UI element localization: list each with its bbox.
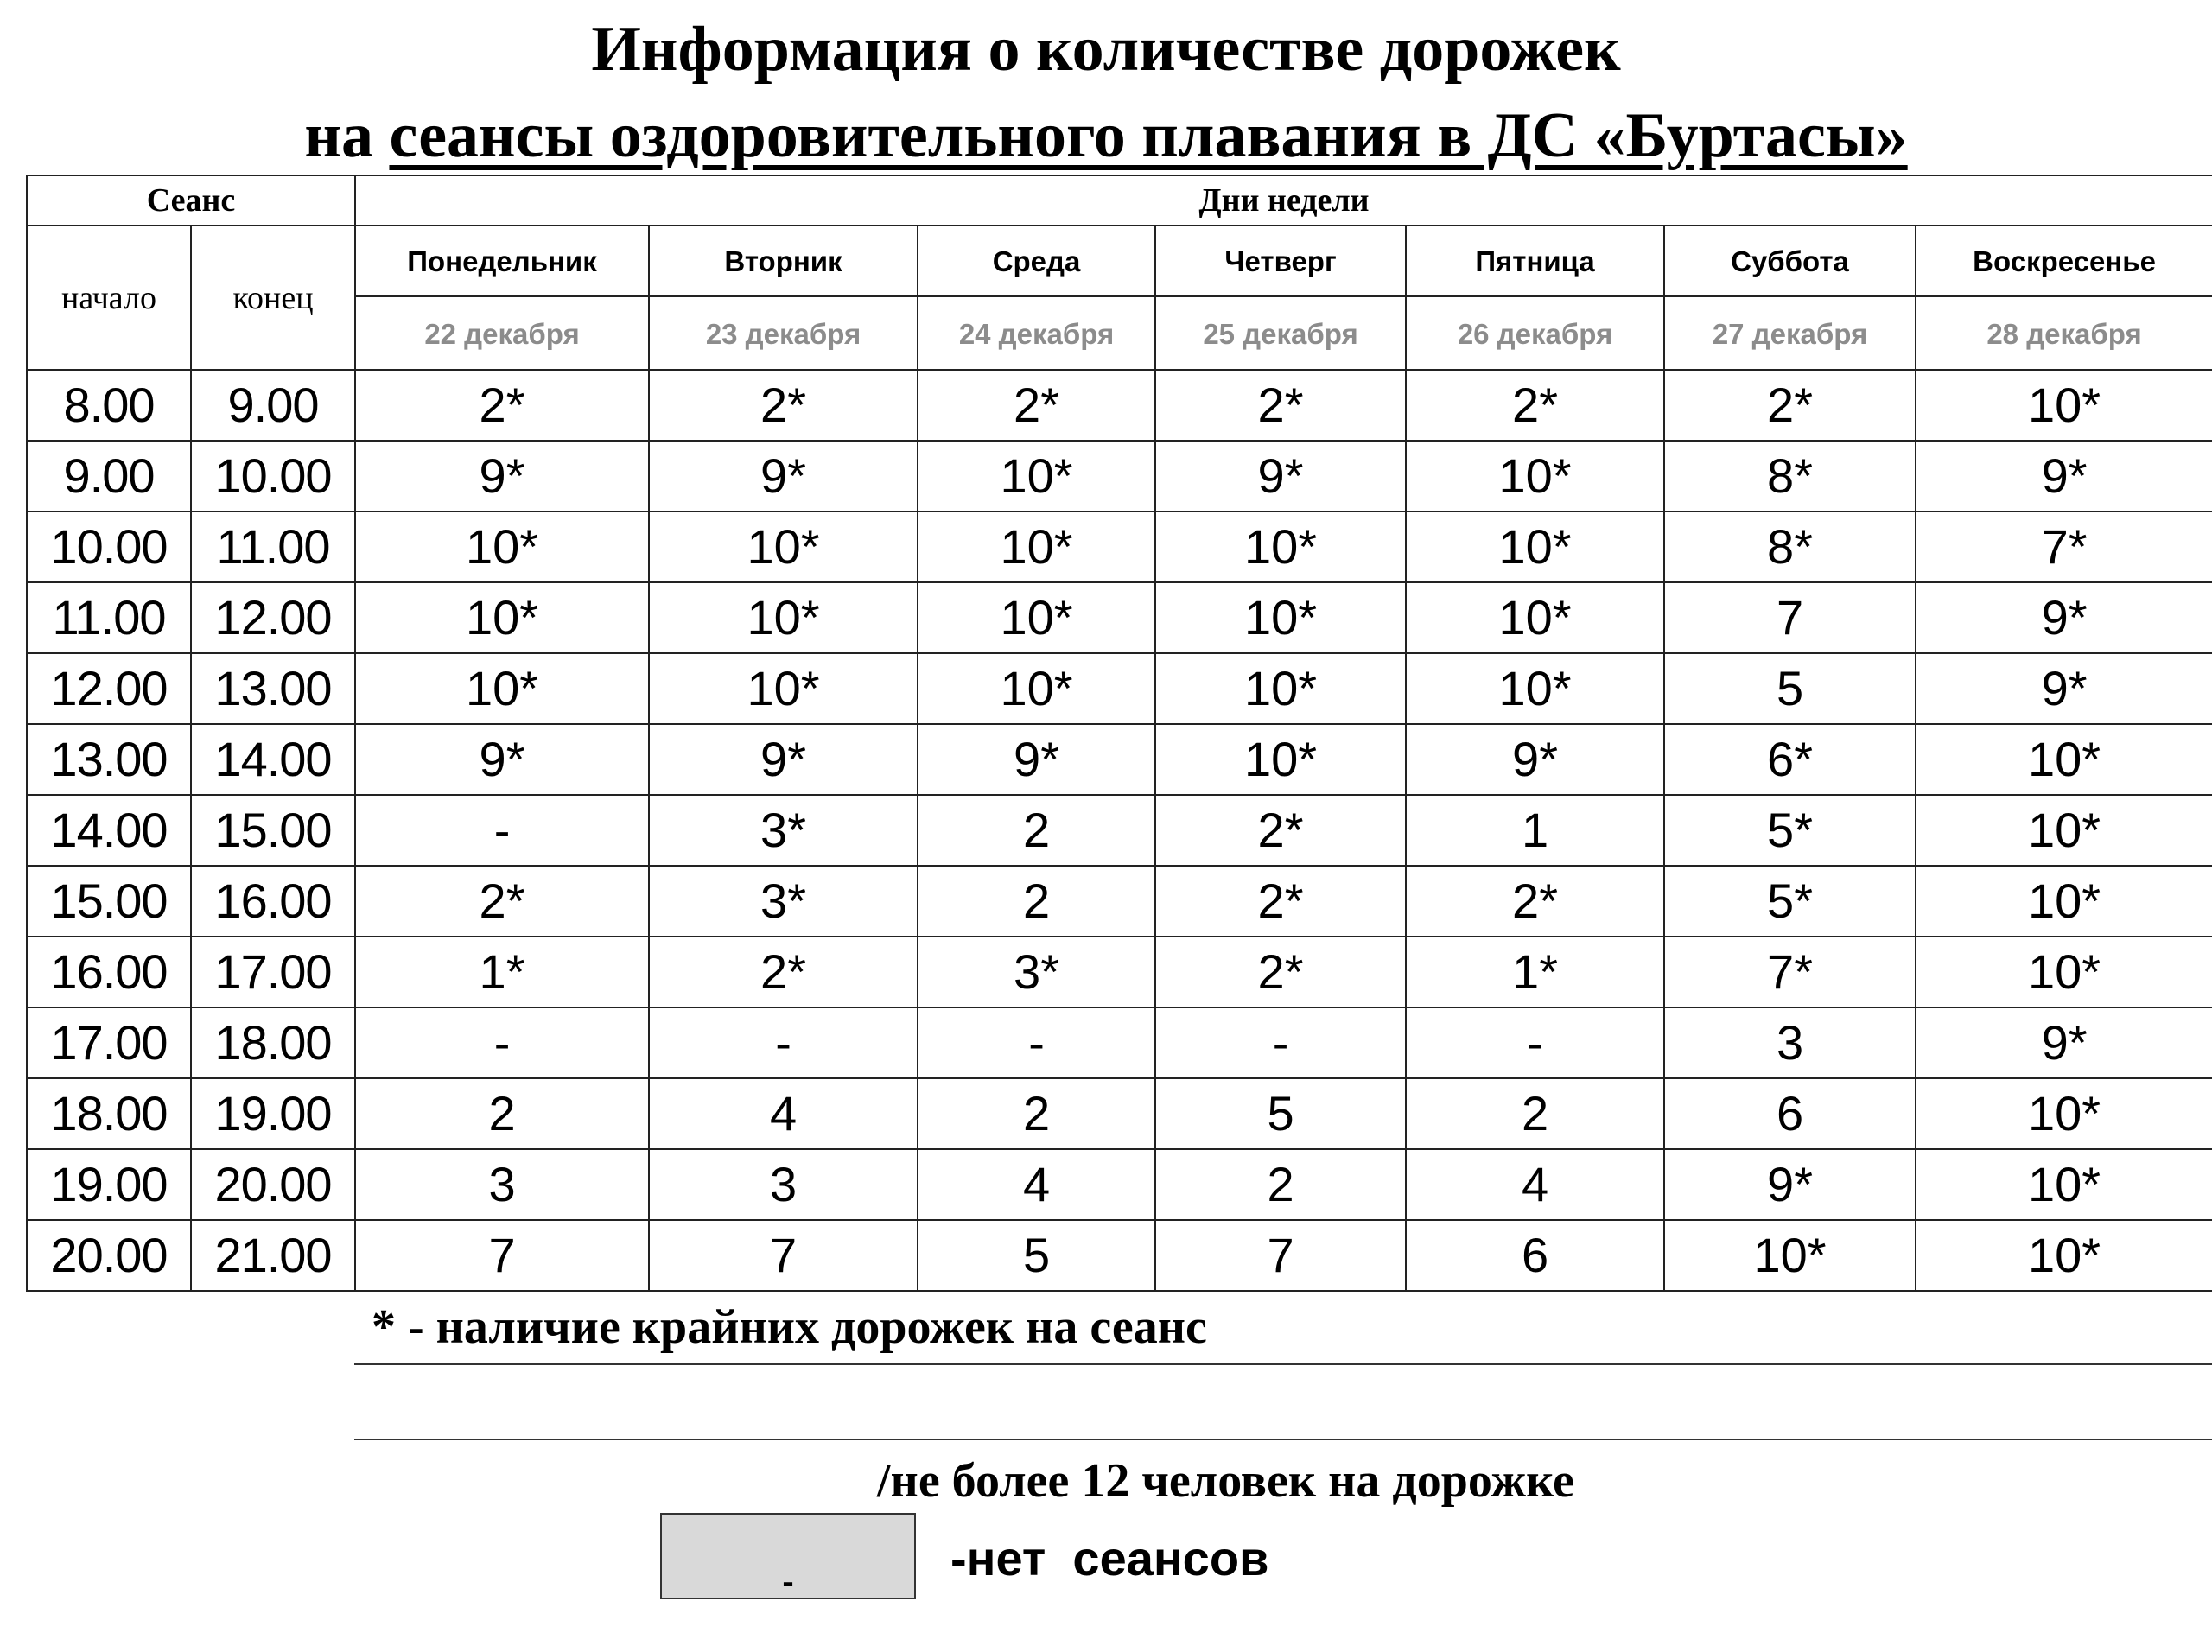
lane-count-sunday: 10*: [1916, 370, 2212, 441]
date-thursday: 25 декабря: [1155, 296, 1406, 370]
lane-count-sunday: 10*: [1916, 937, 2212, 1007]
lane-count-friday: -: [1406, 1007, 1664, 1078]
lane-count-friday: 9*: [1406, 724, 1664, 795]
lane-count-sunday: 10*: [1916, 1220, 2212, 1291]
lane-count-saturday: 8*: [1664, 511, 1916, 582]
page-title-line-2: [0, 100, 2212, 171]
swatch-dash-mark: -: [782, 1563, 794, 1601]
lane-count-sunday: 10*: [1916, 795, 2212, 866]
session-end-time: 9.00: [191, 370, 355, 441]
legend-edge-lanes-note: * - наличие крайних дорожек на сеанс: [372, 1300, 1207, 1354]
lane-count-saturday: 6: [1664, 1078, 1916, 1149]
lane-count-saturday: 10*: [1664, 1220, 1916, 1291]
lane-count-thursday: 2*: [1155, 937, 1406, 1007]
table-row: [27, 1078, 2212, 1149]
table-row: [27, 724, 2212, 795]
lane-count-friday: 10*: [1406, 653, 1664, 724]
legend-divider-1: [354, 1363, 2212, 1365]
session-end-time: 18.00: [191, 1007, 355, 1078]
header-row-day-names: [27, 226, 2212, 296]
date-sunday: 28 декабря: [1916, 296, 2212, 370]
lane-count-sunday: 9*: [1916, 1007, 2212, 1078]
lane-count-wednesday: 10*: [918, 511, 1155, 582]
lane-count-thursday: 10*: [1155, 653, 1406, 724]
lane-count-monday: 2*: [355, 866, 649, 937]
session-start-time: 17.00: [27, 1007, 191, 1078]
lane-count-tuesday: 9*: [649, 724, 918, 795]
session-end-time: 10.00: [191, 441, 355, 511]
lane-count-thursday: 10*: [1155, 511, 1406, 582]
date-saturday: 27 декабря: [1664, 296, 1916, 370]
lane-count-saturday: 5: [1664, 653, 1916, 724]
lane-count-tuesday: 9*: [649, 441, 918, 511]
table-row: [27, 937, 2212, 1007]
lane-count-tuesday: 10*: [649, 653, 918, 724]
date-monday: 22 декабря: [355, 296, 649, 370]
lane-count-thursday: -: [1155, 1007, 1406, 1078]
lane-count-sunday: 10*: [1916, 1078, 2212, 1149]
table-row: [27, 1220, 2212, 1291]
date-tuesday: 23 декабря: [649, 296, 918, 370]
lane-count-saturday: 9*: [1664, 1149, 1916, 1220]
lane-count-wednesday: 10*: [918, 441, 1155, 511]
page-title-line-1: [0, 14, 2212, 85]
lane-count-sunday: 9*: [1916, 653, 2212, 724]
lane-count-monday: -: [355, 795, 649, 866]
session-start-time: 19.00: [27, 1149, 191, 1220]
lane-count-friday: 10*: [1406, 441, 1664, 511]
table-row: [27, 866, 2212, 937]
lane-count-sunday: 7*: [1916, 511, 2212, 582]
lane-count-sunday: 9*: [1916, 441, 2212, 511]
table-row: [27, 1007, 2212, 1078]
day-name-tuesday: Вторник: [649, 226, 918, 296]
lane-count-thursday: 10*: [1155, 724, 1406, 795]
lane-count-tuesday: 2*: [649, 370, 918, 441]
lane-count-wednesday: 9*: [918, 724, 1155, 795]
day-name-monday: Понедельник: [355, 226, 649, 296]
lane-count-tuesday: 10*: [649, 511, 918, 582]
lane-count-friday: 1: [1406, 795, 1664, 866]
title-line-2-prefix: на: [304, 100, 390, 171]
lane-count-friday: 1*: [1406, 937, 1664, 1007]
header-row-1: [27, 175, 2212, 226]
day-name-wednesday: Среда: [918, 226, 1155, 296]
lane-count-monday: 2: [355, 1078, 649, 1149]
legend-divider-2: [354, 1439, 2212, 1440]
lane-count-friday: 6: [1406, 1220, 1664, 1291]
lane-count-wednesday: 2*: [918, 370, 1155, 441]
session-end-time: 15.00: [191, 795, 355, 866]
lane-count-friday: 2*: [1406, 370, 1664, 441]
session-end-time: 14.00: [191, 724, 355, 795]
lane-count-wednesday: 2: [918, 866, 1155, 937]
header-row-dates: [27, 296, 2212, 370]
lane-count-wednesday: 5: [918, 1220, 1155, 1291]
lane-count-monday: 7: [355, 1220, 649, 1291]
session-start-time: 11.00: [27, 582, 191, 653]
lane-count-sunday: 10*: [1916, 1149, 2212, 1220]
day-name-sunday: Воскресенье: [1916, 226, 2212, 296]
date-friday: 26 декабря: [1406, 296, 1664, 370]
date-wednesday: 24 декабря: [918, 296, 1155, 370]
session-start-time: 15.00: [27, 866, 191, 937]
lane-count-saturday: 7*: [1664, 937, 1916, 1007]
session-end-time: 13.00: [191, 653, 355, 724]
lane-count-monday: -: [355, 1007, 649, 1078]
day-name-saturday: Суббота: [1664, 226, 1916, 296]
session-start-time: 18.00: [27, 1078, 191, 1149]
session-start-time: 10.00: [27, 511, 191, 582]
lane-count-saturday: 6*: [1664, 724, 1916, 795]
session-start-time: 14.00: [27, 795, 191, 866]
lane-count-monday: 9*: [355, 724, 649, 795]
lane-count-wednesday: 3*: [918, 937, 1155, 1007]
lane-count-monday: 10*: [355, 582, 649, 653]
session-end-time: 11.00: [191, 511, 355, 582]
end-column-header: конец: [191, 226, 355, 370]
table-row: [27, 653, 2212, 724]
lane-count-tuesday: 7: [649, 1220, 918, 1291]
lane-count-thursday: 2*: [1155, 370, 1406, 441]
lane-count-saturday: 2*: [1664, 370, 1916, 441]
lane-count-thursday: 7: [1155, 1220, 1406, 1291]
table-row: [27, 1149, 2212, 1220]
session-start-time: 8.00: [27, 370, 191, 441]
legend-capacity-note: /не более 12 человек на дорожке: [877, 1454, 1574, 1508]
session-start-time: 9.00: [27, 441, 191, 511]
lane-count-monday: 2*: [355, 370, 649, 441]
lane-count-saturday: 5*: [1664, 866, 1916, 937]
lane-count-saturday: 3: [1664, 1007, 1916, 1078]
schedule-body: [27, 370, 2212, 1291]
days-of-week-header: Дни недели: [355, 175, 2212, 226]
lane-count-tuesday: 2*: [649, 937, 918, 1007]
session-end-time: 17.00: [191, 937, 355, 1007]
lane-count-monday: 10*: [355, 511, 649, 582]
session-header: Сеанс: [27, 175, 355, 226]
session-end-time: 20.00: [191, 1149, 355, 1220]
session-end-time: 21.00: [191, 1220, 355, 1291]
start-column-header: начало: [27, 226, 191, 370]
lane-count-friday: 4: [1406, 1149, 1664, 1220]
lane-count-thursday: 2*: [1155, 795, 1406, 866]
title-line-1-text: Информация о количестве дорожек: [591, 14, 1621, 85]
day-name-thursday: Четверг: [1155, 226, 1406, 296]
lane-count-friday: 2: [1406, 1078, 1664, 1149]
table-row: [27, 511, 2212, 582]
lane-count-tuesday: 3*: [649, 866, 918, 937]
lane-count-sunday: 10*: [1916, 724, 2212, 795]
table-row: [27, 441, 2212, 511]
lane-count-sunday: 9*: [1916, 582, 2212, 653]
session-start-time: 20.00: [27, 1220, 191, 1291]
lane-count-wednesday: 10*: [918, 582, 1155, 653]
lane-count-sunday: 10*: [1916, 866, 2212, 937]
session-start-time: 12.00: [27, 653, 191, 724]
session-start-time: 13.00: [27, 724, 191, 795]
day-name-friday: Пятница: [1406, 226, 1664, 296]
lane-count-saturday: 8*: [1664, 441, 1916, 511]
session-end-time: 19.00: [191, 1078, 355, 1149]
lane-count-tuesday: 4: [649, 1078, 918, 1149]
lane-count-tuesday: 3*: [649, 795, 918, 866]
lane-count-monday: 9*: [355, 441, 649, 511]
legend-no-sessions-note: -нет сеансов: [950, 1531, 1269, 1585]
lane-count-monday: 1*: [355, 937, 649, 1007]
lane-count-wednesday: 2: [918, 795, 1155, 866]
lane-count-tuesday: 10*: [649, 582, 918, 653]
lane-schedule-table: [26, 175, 2212, 1292]
no-sessions-swatch: [660, 1513, 916, 1599]
table-row: [27, 795, 2212, 866]
lane-count-wednesday: 4: [918, 1149, 1155, 1220]
lane-count-tuesday: 3: [649, 1149, 918, 1220]
lane-count-saturday: 5*: [1664, 795, 1916, 866]
lane-count-friday: 2*: [1406, 866, 1664, 937]
table-row: [27, 370, 2212, 441]
lane-count-friday: 10*: [1406, 511, 1664, 582]
lane-count-wednesday: -: [918, 1007, 1155, 1078]
lane-count-saturday: 7: [1664, 582, 1916, 653]
lane-count-thursday: 2*: [1155, 866, 1406, 937]
lane-count-monday: 3: [355, 1149, 649, 1220]
session-start-time: 16.00: [27, 937, 191, 1007]
lane-count-thursday: 5: [1155, 1078, 1406, 1149]
table-row: [27, 582, 2212, 653]
lane-count-friday: 10*: [1406, 582, 1664, 653]
lane-count-thursday: 9*: [1155, 441, 1406, 511]
title-line-2-underlined: сеансы оздоровительного плавания в ДС «Буртасы»: [389, 100, 1908, 171]
lane-count-wednesday: 2: [918, 1078, 1155, 1149]
session-end-time: 16.00: [191, 866, 355, 937]
lane-count-thursday: 10*: [1155, 582, 1406, 653]
lane-count-wednesday: 10*: [918, 653, 1155, 724]
lane-count-tuesday: -: [649, 1007, 918, 1078]
lane-count-thursday: 2: [1155, 1149, 1406, 1220]
session-end-time: 12.00: [191, 582, 355, 653]
lane-count-monday: 10*: [355, 653, 649, 724]
